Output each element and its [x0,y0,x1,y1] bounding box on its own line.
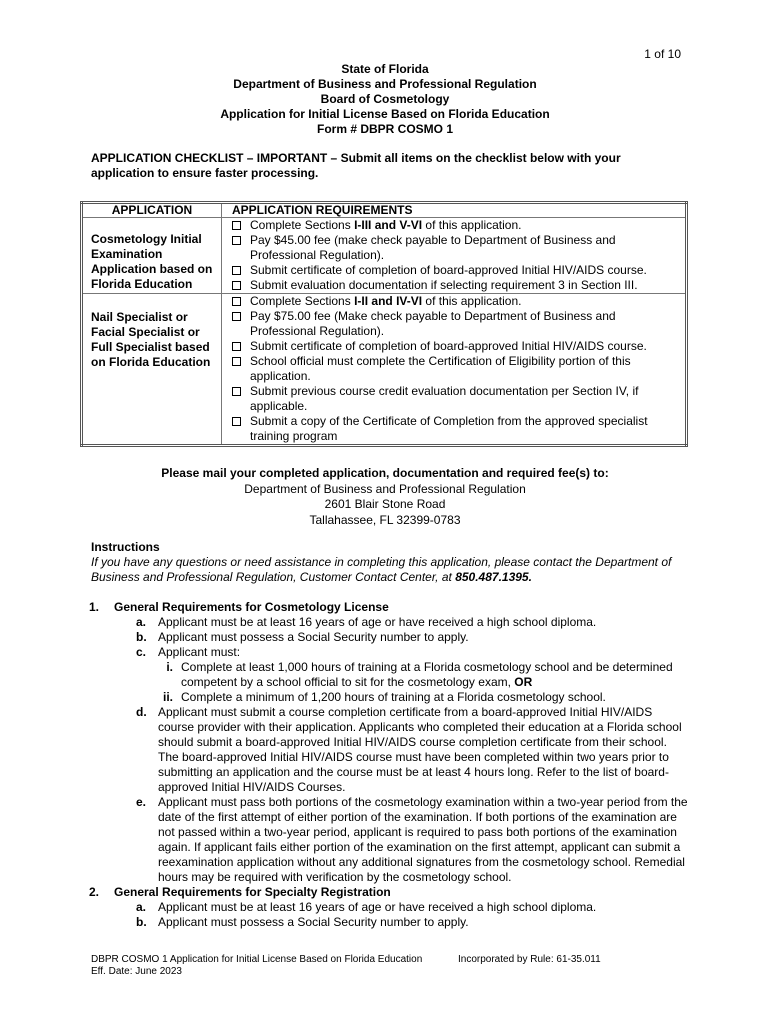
checklist-item: Pay $45.00 fee (make check payable to Department of Business and Professional Regulation). [230,233,681,263]
mailing-address [0,466,770,528]
header-application-title: Application for Initial License Based on Florida Education [220,107,550,121]
checkbox-icon [232,312,241,321]
application-type-specialist: Nail Specialist or Facial Specialist or Full Specialist based on Florida Education [82,294,222,446]
list-item: e. Applicant must pass both portions of the cosmetology examination within a two-year period from the date of the first attempt of either portion of the examination. If both portions of the examination are not passed within a two-year period, applicant is required to pass both portions of the examination again. If applicant fails either portion of the examination on the first attempt, applicant can submit a reexamination application without any additional signatures from the cosmetology school. Remedial hours may be required with verification by the cosmetology school. [136,795,688,884]
mailing-line: 2601 Blair Stone Road [324,497,446,511]
checklist-item: Submit previous course credit evaluation documentation per Section IV, if applicable. [230,384,681,414]
section-heading: 2. General Requirements for Specialty Registration [89,885,391,899]
checklist-item: Complete Sections I-III and V-VI of this application. [230,218,681,233]
list-item: b. Applicant must possess a Social Security number to apply. [136,915,469,929]
requirements-list [89,600,689,930]
header-board: Board of Cosmetology [320,92,450,106]
checkbox-icon [232,417,241,426]
list-subitem: ii. Complete a minimum of 1,200 hours of training at a Florida cosmetology school. [162,690,606,704]
checklist-item: Complete Sections I-II and IV-VI of this application. [230,294,681,309]
mailing-line: Tallahassee, FL 32399-0783 [309,512,461,527]
section-heading: 1. General Requirements for Cosmetology License [89,600,389,614]
footer-form-name: DBPR COSMO 1 Application for Initial License Based on Florida Education [91,954,423,965]
contact-phone: 850.487.1395. [455,570,532,584]
checklist-item: Submit a copy of the Certificate of Completion from the approved specialist training program [230,414,681,444]
header-state: State of Florida [341,62,429,76]
checkbox-icon [232,342,241,351]
checklist-title: APPLICATION CHECKLIST – IMPORTANT – Submit all items on the checklist below with your application to ensure faster processing. [91,151,621,180]
checkbox-icon [232,266,241,275]
checkbox-icon [232,281,241,290]
application-type-cosmetology: Cosmetology Initial Examination Application based on Florida Education [82,218,222,294]
footer-effective-date: Eff. Date: June 2023 [91,966,182,977]
form-header [0,62,770,137]
checkbox-icon [232,387,241,396]
header-form-number: Form # DBPR COSMO 1 [316,122,454,136]
checklist-item: Submit certificate of completion of board-approved Initial HIV/AIDS course. [230,263,681,278]
list-item: a. Applicant must be at least 16 years of age or have received a high school diploma. [136,900,597,914]
instructions [91,540,681,585]
checkbox-icon [232,221,241,230]
column-header-requirements: APPLICATION REQUIREMENTS [222,203,687,218]
list-item: b. Applicant must possess a Social Security number to apply. [136,630,469,644]
mailing-heading: Please mail your completed application, documentation and required fee(s) to: [161,466,609,480]
table-row [82,218,687,294]
checkbox-icon [232,236,241,245]
page-footer [91,954,601,978]
checklist-item: Submit evaluation documentation if selecting requirement 3 in Section III. [230,278,681,293]
page-number: 1 of 10 [644,47,681,61]
instructions-heading: Instructions [91,540,160,554]
column-header-application: APPLICATION [82,203,222,218]
checklist-item: School official must complete the Certification of Eligibility portion of this application. [230,354,681,384]
list-item: a. Applicant must be at least 16 years of age or have received a high school diploma. [136,615,597,629]
footer-rule: Incorporated by Rule: 61-35.011 [458,954,601,965]
checkbox-icon [232,357,241,366]
requirements-table [80,201,688,447]
list-subitem: i. Complete at least 1,000 hours of training at a Florida cosmetology school and be determined competent by a school official to sit for the cosmetology exam, OR [166,660,673,689]
list-item: d. Applicant must submit a course completion certificate from a board-approved Initial HIV/AIDS course provider with their application. Applicants who completed their education at a Florida school should submit a board-approved Initial HIV/AIDS course completion certificate from their school. The board-approved Initial HIV/AIDS course must have been completed within two years prior to submitting an application and the course must be at least 4 hours long. Refer to the list of board-approved Initial HIV/AIDS Courses. [136,705,682,794]
table-row [82,294,687,446]
mailing-line: Department of Business and Professional Regulation [244,481,526,496]
list-item: c. Applicant must: [136,645,241,659]
instructions-text: If you have any questions or need assistance in completing this application, please contact the Department of Business and Professional Regulation, Customer Contact Center, at [91,555,672,584]
checklist-item: Pay $75.00 fee (Make check payable to Department of Business and Professional Regulation). [230,309,681,339]
checklist-item: Submit certificate of completion of board-approved Initial HIV/AIDS course. [230,339,681,354]
header-department: Department of Business and Professional Regulation [233,77,537,91]
checkbox-icon [232,297,241,306]
